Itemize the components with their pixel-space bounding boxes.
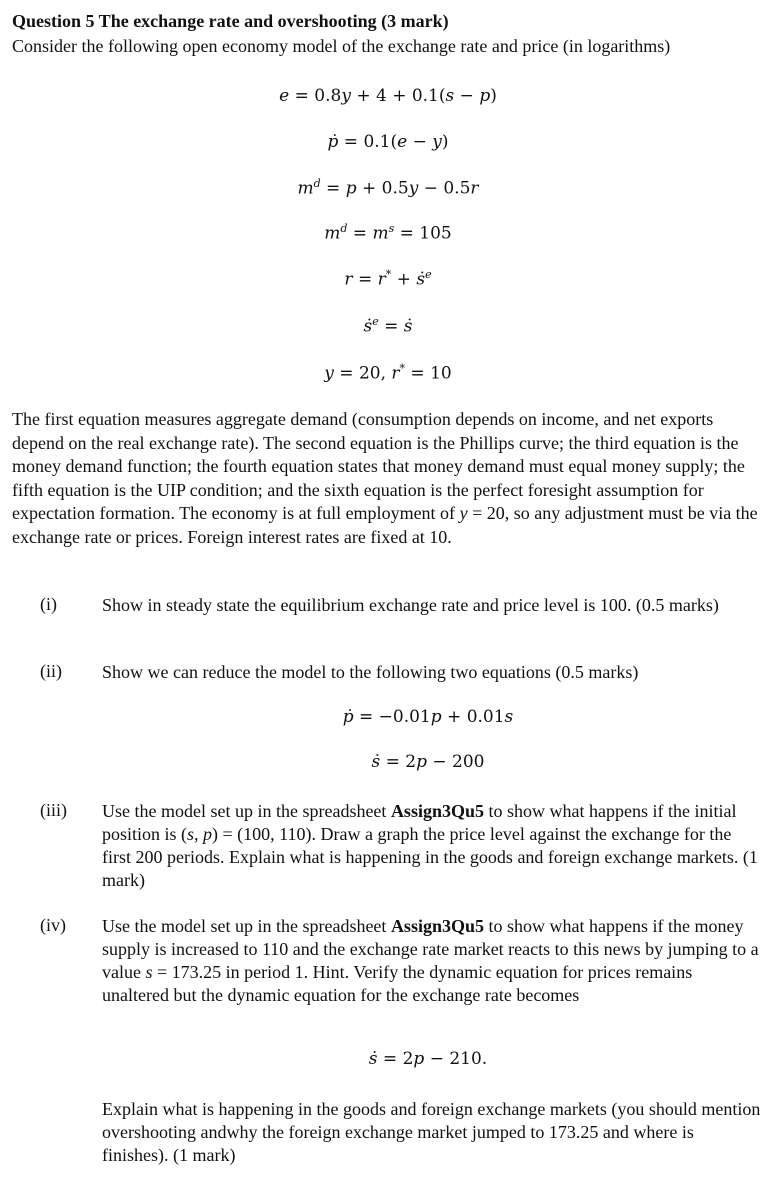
question-title: Question 5 The exchange rate and overshooting (3 mark) (12, 11, 449, 31)
explanation-paragraph: The first equation measures aggregate demand (consumption depends on income, and net exports depend on the real exchange rate). The second equation is the Phillips curve; the third equation is the money demand function; the fourth equation states that money demand must equal money supply; the fifth equation is the UIP condition; and the sixth equation is the perfect foresight assumption for expectation formation. The economy is at full employment of y = 20, so any adjustment must be via the exchange rate or prices. Foreign interest rates are fixed at 10. (12, 409, 758, 547)
equation-new-exchange-dynamics: ṡ = 2p − 210. (368, 1049, 488, 1069)
equation-perfect-foresight: ṡ$^e$ = ṡ (363, 315, 413, 337)
question-i-label: (i) (40, 594, 57, 614)
equation-price-dynamics: ṗ = −0.01p + 0.01s (342, 707, 514, 727)
question-iv-explain-text: Explain what is happening in the goods and foreign exchange markets (you should mention overshooting andwhy the foreign exchange market jumped to 173.25 and where is finishes). (1 mark) (102, 1099, 761, 1165)
equation-uip: r = r* + ṡ$^e$ (344, 268, 432, 290)
question-i-text: Show in steady state the equilibrium exchange rate and price level is 100. (0.5 marks) (102, 595, 719, 615)
question-iv-text: Use the model set up in the spreadsheet Assign3Qu5 to show what happens if the money supply is increased to 110 and the exchange rate market reacts to this news by jumping to a value s = 173.25 in period 1. Hint. Verify the dynamic equation for prices remains unaltered but the dynamic equation for the exchange rate becomes (102, 916, 759, 1005)
question-iii-label: (iii) (40, 800, 67, 820)
equation-money-market: $m^d = m^s = 105$ (324, 222, 452, 244)
question-ii-label: (ii) (40, 661, 62, 681)
question-ii-text: Show we can reduce the model to the following two equations (0.5 marks) (102, 662, 639, 682)
equation-phillips-curve: ṗ = 0.1(e − y) (327, 132, 449, 152)
question-iii-text: Use the model set up in the spreadsheet Assign3Qu5 to show what happens if the initial position is (s, p) = (100, 110). Draw a graph the price level against the exchange for the first 200 periods. Explain what is happening in the goods and foreign exchange markets. (1 mark) (102, 801, 758, 890)
equation-aggregate-demand: e = 0.8y + 4 + 0.1(s − p) (279, 86, 497, 106)
equation-exchange-dynamics: ṡ = 2p − 200 (371, 752, 485, 772)
question-iv-label: (iv) (40, 915, 66, 935)
intro-text: Consider the following open economy model of the exchange rate and price (in logarithms) (12, 36, 671, 56)
equation-parameters: y = 20, r* = 10 (324, 362, 452, 384)
equation-money-demand: $m^d = p + 0.5y - 0.5r$ (297, 177, 479, 199)
